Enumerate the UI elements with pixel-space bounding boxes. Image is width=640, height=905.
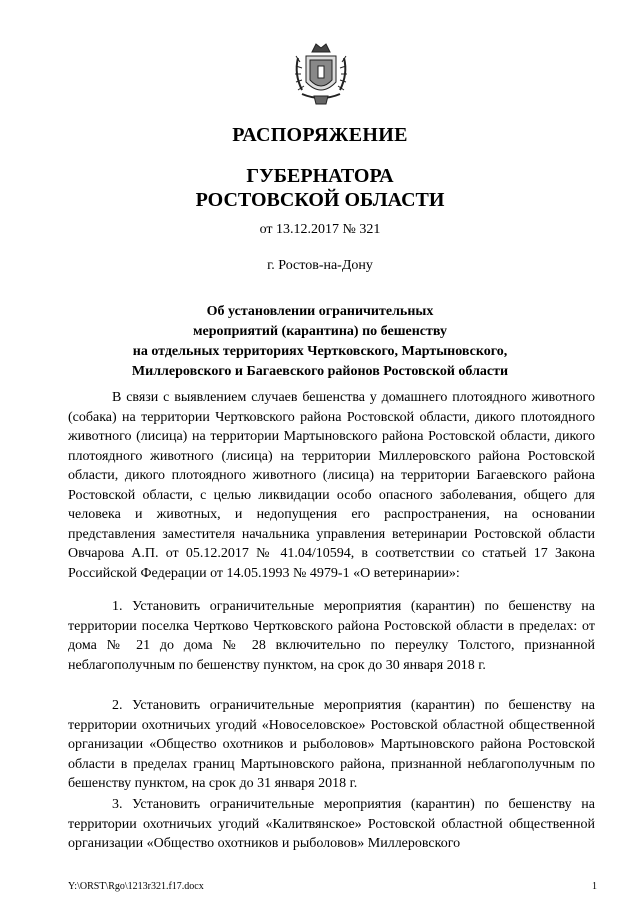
document-type-heading: РАСПОРЯЖЕНИЕ <box>232 124 408 146</box>
issuer-heading <box>0 164 640 212</box>
page-number: 1 <box>592 881 597 892</box>
title-line: мероприятий (карантина) по бешенству <box>193 324 447 339</box>
city: г. Ростов-на-Дону <box>267 258 373 273</box>
preamble-paragraph: В связи с выявлением случаев бешенства у домашнего плотоядного животного (собака) на территории Чертковского района Ростовской области, дикого плотоядного животного (лисица) на территории Мартыновского района Ростовской области, дикого плотоядного животного (лисица) на территории Миллеровского района Ростовской области, дикого плотоядного животного (лисица) на территории Багаевского района Ростовской области, с целью ликвидации особо опасного заболевания, общего для человека и животных, и недопущения его распространения, на основании представления заместителя начальника управления ветеринарии Ростовской области Овчарова А.П. от 05.12.2017 № 41.04/10594, в соответствии со статьей 17 Закона Российской Федерации от 14.05.1993 № 4979-1 «О ветеринарии»: <box>68 390 595 581</box>
item-1-paragraph: 1. Установить ограничительные мероприятия (карантин) по бешенству на территории поселка Чертково Чертковского района Ростовской области в пределах: от дома № 21 до дома № 28 включительно по переулку Толстого, признанной неблагополучным по бешенству пунктом, на срок до 30 января 2018 г. <box>68 599 595 673</box>
title-line: на отдельных территориях Чертковского, Мартыновского, <box>132 344 508 359</box>
document-title <box>0 302 640 382</box>
item-3-paragraph: 3. Установить ограничительные мероприятия (карантин) по бешенству на территории охотничьих угодий «Калитвянское» Ростовской областной общественной организации «Общество охотников и рыболовов» Миллеровского <box>68 797 595 851</box>
issuer-line-2: РОСТОВСКОЙ ОБЛАСТИ <box>195 189 445 211</box>
coat-of-arms-emblem <box>292 38 350 106</box>
item-2-paragraph: 2. Установить ограничительные мероприятия (карантин) по бешенству на территории охотничьих угодий «Новоселовское» Ростовской областной общественной организации «Общество охотников и рыболовов» Мартыновского района Ростовской области в пределах границ Мартыновского района, признанной неблагополучным по бешенству пунктом, на срок до 31 января 2018 г. <box>68 698 595 791</box>
title-line: Об установлении ограничительных <box>206 304 434 319</box>
title-line: Миллеровского и Багаевского районов Ростовской области <box>131 364 509 379</box>
date-number: от 13.12.2017 № 321 <box>259 222 381 237</box>
issuer-line-1: ГУБЕРНАТОРА <box>246 165 394 187</box>
footer-file-path: Y:\ORST\Rgo\1213r321.f17.docx <box>68 881 204 892</box>
